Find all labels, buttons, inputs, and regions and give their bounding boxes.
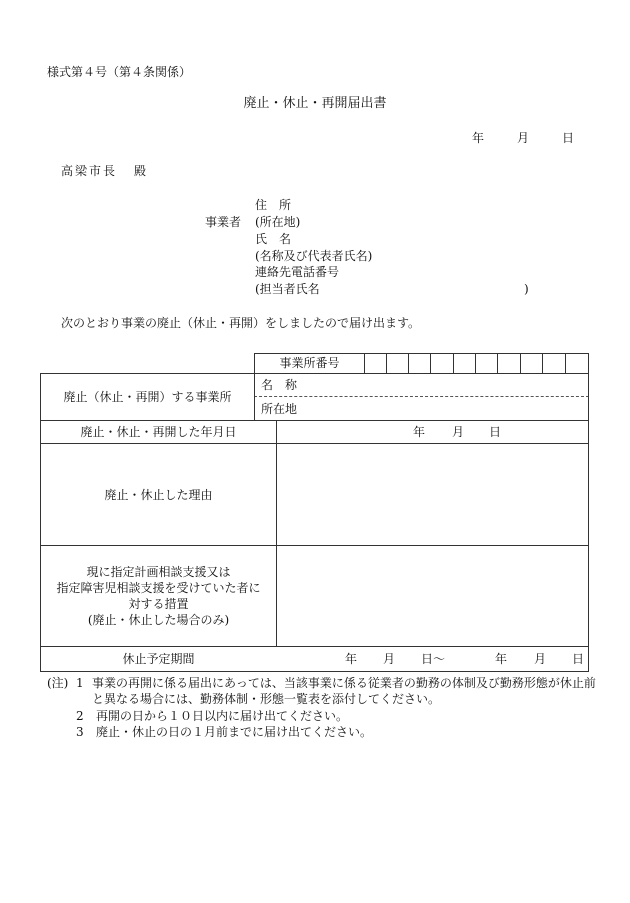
period-from-year: 年	[345, 652, 358, 666]
phone-label: 連絡先電話番号	[255, 265, 340, 279]
contact-label: (担当者氏名	[255, 282, 320, 296]
table-line	[520, 353, 521, 373]
name-label: 氏 名	[255, 232, 292, 246]
date-row-month: 月	[452, 425, 465, 439]
period-to-month: 月	[534, 652, 547, 666]
date-year-label: 年	[472, 131, 485, 145]
date-row-year: 年	[413, 425, 426, 439]
period-from-day: 日～	[421, 652, 446, 666]
measures-label-line: 指定障害児相談支援を受けていた者に	[56, 581, 261, 595]
date-month-label: 月	[517, 131, 530, 145]
reason-field[interactable]	[281, 444, 587, 545]
table-line	[542, 353, 543, 373]
note-text: 事業の再開に係る届出にあっては、当該事業に係る従業者の勤務の体制及び勤務形態が休止前	[92, 676, 596, 690]
note-text: 廃止・休止の日の１月前までに届け出てください。	[96, 725, 373, 739]
table-line	[408, 353, 409, 373]
date-row-label: 廃止・休止・再開した年月日	[80, 425, 237, 439]
address-label: 住 所	[255, 198, 292, 212]
note-number: 1	[76, 676, 84, 690]
table-line	[276, 420, 277, 646]
period-to-year: 年	[495, 652, 508, 666]
addressee-suffix: 殿	[134, 164, 147, 178]
table-line	[588, 353, 589, 672]
reason-label: 廃止・休止した理由	[104, 487, 213, 502]
statement: 次のとおり事業の廃止（休止・再開）をしましたので届け出ます。	[61, 316, 421, 330]
note-text: 再開の日から１０日以内に届け出てください。	[96, 709, 349, 723]
table-line	[40, 671, 589, 672]
table-line	[254, 373, 255, 420]
contact-close-paren: )	[524, 282, 529, 296]
name-note: (名称及び代表者氏名)	[255, 249, 373, 263]
notes-prefix: (注)	[47, 676, 69, 690]
table-line	[497, 353, 498, 373]
document-title: 廃止・休止・再開届出書	[243, 96, 387, 111]
measures-label-line: (廃止・休止した場合のみ)	[87, 613, 230, 627]
office-number-label: 事業所番号	[279, 356, 340, 370]
table-dashed-line	[254, 396, 589, 397]
date-day-label: 日	[562, 131, 575, 145]
note-number: 3	[76, 725, 84, 739]
measures-label-line: 現に指定計画相談支援又は	[86, 565, 231, 579]
location-label: (所在地)	[255, 215, 301, 229]
office-address-label: 所在地	[261, 401, 298, 416]
table-line	[475, 353, 476, 373]
measures-label-line: 対する措置	[128, 597, 189, 611]
period-label: 休止予定期間	[122, 652, 195, 666]
office-label: 廃止（休止・再開）する事業所	[63, 390, 232, 404]
office-name-label: 名 称	[261, 378, 298, 392]
table-line	[453, 353, 454, 373]
table-line	[364, 353, 365, 373]
table-line	[565, 353, 566, 373]
period-to-day: 日	[572, 652, 585, 666]
note-text: と異なる場合には、勤務体制・形態一覧表を添付してください。	[92, 692, 441, 706]
table-line	[386, 353, 387, 373]
period-from-month: 月	[383, 652, 396, 666]
applicant-label: 事業者	[205, 215, 242, 229]
note-number: 2	[76, 709, 84, 723]
measures-field[interactable]	[281, 546, 587, 646]
addressee: 高梁市長	[61, 164, 118, 178]
date-row-day: 日	[489, 425, 502, 439]
table-line	[430, 353, 431, 373]
measures-label	[41, 546, 276, 646]
form-number: 様式第４号（第４条関係）	[47, 65, 192, 79]
